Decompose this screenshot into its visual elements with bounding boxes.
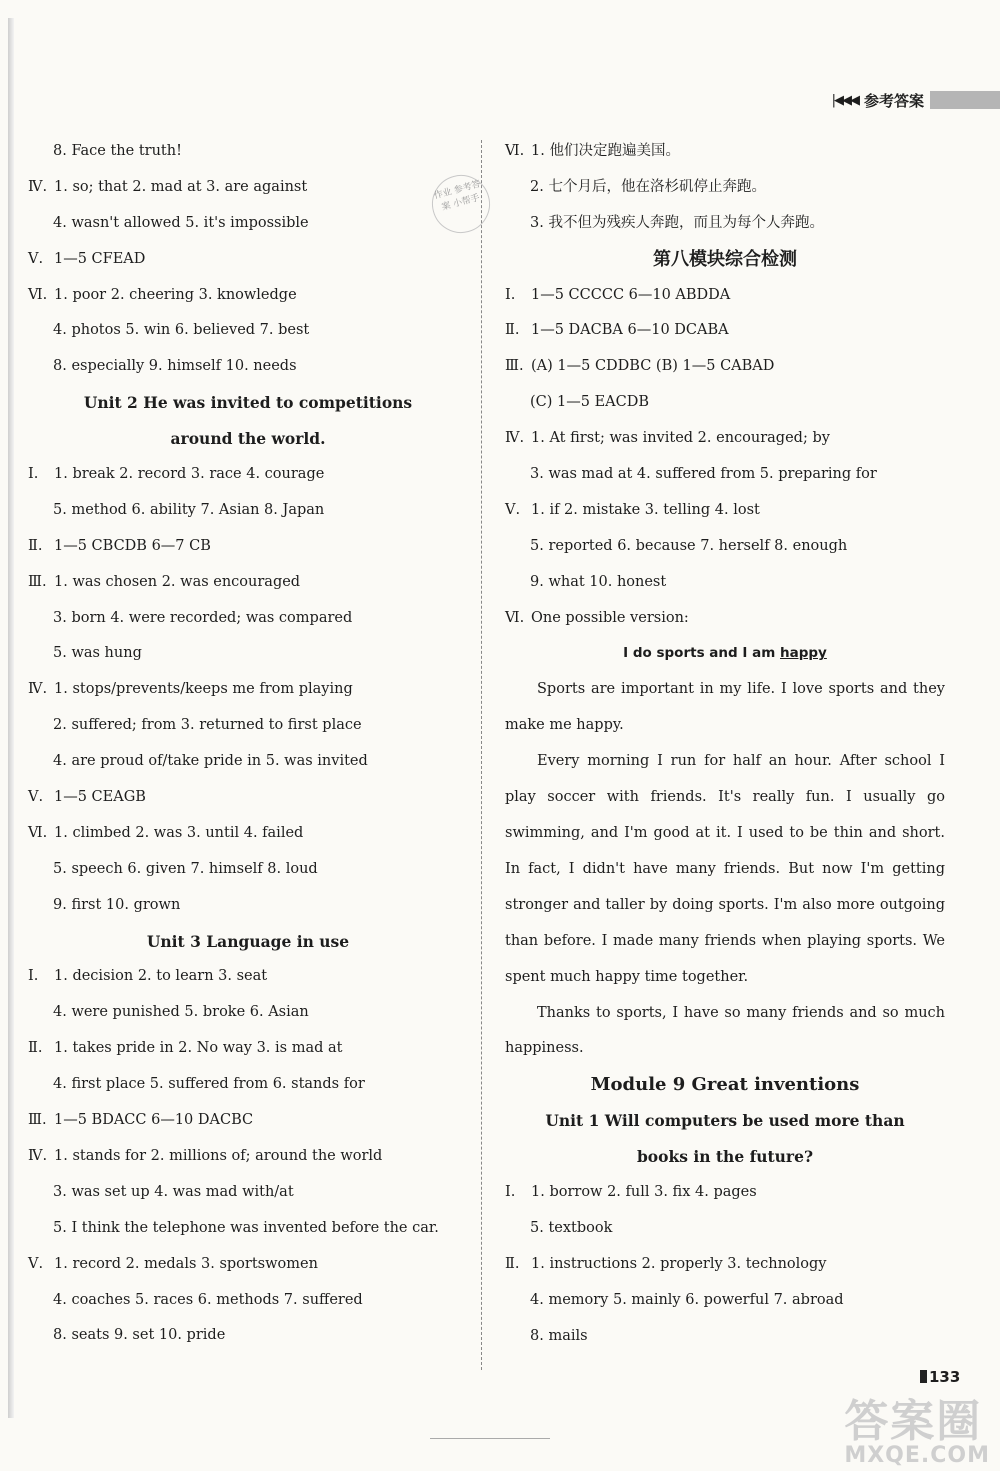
answer-text: 1. decision 2. to learn 3. seat	[54, 968, 268, 985]
answer-text: 4. photos 5. win 6. believed 7. best	[53, 322, 310, 339]
answer-text: 8. mails	[530, 1327, 588, 1344]
answer-text: 8. Face the truth!	[53, 143, 182, 159]
section-number: Ⅰ.	[505, 286, 516, 303]
answer-text: 1—5 CEAGB	[54, 789, 146, 806]
section-number: Ⅵ.	[505, 609, 525, 626]
answer-line	[505, 134, 945, 170]
answer-line	[28, 313, 468, 349]
answer-text: 1. climbed 2. was 3. until 4. failed	[54, 824, 304, 841]
answer-text: 3. was mad at 4. suffered from 5. preparing for	[530, 466, 877, 483]
header-bar	[930, 91, 1000, 109]
answer-line	[505, 565, 945, 601]
answer-text: 1. stands for 2. millions of; around the world	[54, 1147, 383, 1164]
answer-line	[28, 1067, 468, 1103]
section-number: Ⅵ.	[28, 286, 48, 303]
answer-line	[28, 349, 468, 385]
answer-line	[28, 170, 468, 206]
answer-text: 1—5 CBCDB 6—7 CB	[54, 537, 211, 554]
answer-line	[28, 672, 468, 708]
answer-line	[505, 206, 945, 242]
page-number-text: 133	[929, 1368, 961, 1386]
section-number: Ⅰ.	[505, 1184, 516, 1200]
answer-line	[28, 1031, 468, 1067]
answer-line	[505, 313, 945, 349]
answer-text: 3. 我不但为残疾人奔跑，而且为每个人奔跑。	[530, 214, 824, 231]
answer-text: 4. were punished 5. broke 6. Asian	[53, 1004, 309, 1021]
answer-line	[505, 1247, 945, 1283]
answer-line	[28, 493, 468, 529]
section-number: Ⅴ.	[28, 250, 44, 267]
essay-paragraph	[505, 744, 945, 995]
section-number: Ⅵ.	[28, 824, 48, 841]
answer-line	[28, 1283, 468, 1319]
answer-line	[28, 744, 468, 780]
essay-paragraph-text: Every morning I run for half an hour. After school I play soccer with friends. It's really fun. I usually go swimming, and I'm good at it. I used to be thin and short. In fact, I didn't have many friends. But now I'm getting stronger and taller by doing sports. I'm also more outgoing than before. I made many friends when playing sports. We spent much happy time together.	[505, 753, 945, 985]
answer-text: 1. so; that 2. mad at 3. are against	[54, 178, 308, 195]
answer-line	[505, 1319, 945, 1355]
answer-text: 1. break 2. record 3. race 4. courage	[54, 466, 325, 483]
answer-text: 1. stops/prevents/keeps me from playing	[54, 681, 353, 698]
answer-line	[505, 1283, 945, 1319]
answer-line	[28, 529, 468, 565]
answer-line	[28, 1103, 468, 1139]
answer-text: 5. method 6. ability 7. Asian 8. Japan	[53, 501, 325, 518]
header-title: 参考答案	[863, 91, 924, 110]
answer-text: 1. 他们决定跑遍美国。	[531, 143, 680, 159]
answer-text: 1. record 2. medals 3. sportswomen	[54, 1255, 318, 1272]
essay-title-main: I do sports and I am	[623, 645, 780, 662]
answer-text: 4. coaches 5. races 6. methods 7. suffered	[53, 1291, 363, 1308]
answer-text: 1—5 BDACC 6—10 DACBC	[54, 1112, 254, 1129]
section-number: Ⅳ.	[28, 178, 48, 195]
answer-text: 1. takes pride in 2. No way 3. is mad at	[54, 1040, 343, 1057]
answer-text: 3. born 4. were recorded; was compared	[53, 609, 353, 626]
answer-line	[505, 278, 945, 314]
essay-paragraph-text: Sports are important in my life. I love sports and they make me happy.	[505, 681, 945, 734]
answer-text: 2. suffered; from 3. returned to first place	[53, 717, 362, 734]
answer-line	[505, 1211, 945, 1247]
essay-paragraph	[505, 996, 945, 1068]
answer-text: 4. first place 5. suffered from 6. stands for	[53, 1076, 365, 1093]
section-heading: Unit 1 Will computers be used more than	[545, 1111, 905, 1131]
answer-text: 1. instructions 2. properly 3. technology	[531, 1255, 827, 1272]
answer-text: 1. At first; was invited 2. encouraged; by	[531, 430, 830, 447]
answer-text: 8. seats 9. set 10. pride	[53, 1327, 226, 1344]
answer-text: 4. are proud of/take pride in 5. was invited	[53, 753, 368, 770]
section-number: Ⅱ.	[505, 1255, 520, 1272]
page-binding-edge	[8, 18, 14, 1418]
answer-line	[28, 1247, 468, 1283]
answer-line	[28, 1139, 468, 1175]
answer-text: 2. 七个月后，他在洛杉矶停止奔跑。	[530, 178, 766, 195]
answer-text: (C) 1—5 EACDB	[530, 394, 650, 411]
answer-line	[505, 349, 945, 385]
right-column-top	[505, 134, 945, 636]
section-number: Ⅲ.	[28, 573, 47, 590]
section-number: Ⅳ.	[505, 430, 525, 447]
section-heading: Unit 3 Language in use	[146, 931, 350, 951]
section-number: Ⅰ.	[28, 466, 39, 483]
watermark-logo	[844, 1385, 990, 1468]
answer-line	[28, 457, 468, 493]
essay-paragraph-text: Thanks to sports, I have so many friends and so much happiness.	[505, 1004, 945, 1057]
answer-line	[28, 1175, 468, 1211]
section-number: Ⅳ.	[28, 681, 48, 698]
answer-line	[28, 1211, 468, 1247]
answer-line	[505, 529, 945, 565]
answer-line	[28, 708, 468, 744]
answer-text: 1. borrow 2. full 3. fix 4. pages	[531, 1184, 757, 1200]
answer-text: 9. what 10. honest	[530, 573, 667, 590]
section-number: Ⅱ.	[28, 537, 43, 554]
answer-text: 1. was chosen 2. was encouraged	[54, 573, 301, 590]
section-number: Ⅵ.	[505, 143, 525, 159]
section-number: Ⅱ.	[505, 322, 520, 339]
answer-text: (A) 1—5 CDDBC (B) 1—5 CABAD	[531, 358, 775, 375]
answer-line	[505, 421, 945, 457]
answer-text: One possible version:	[531, 609, 689, 626]
stamp-logo: 作业 参考答案 小帮手	[425, 168, 496, 239]
section-heading: books in the future?	[636, 1147, 814, 1167]
section-heading: 第八模块综合检测	[653, 248, 797, 270]
answer-text: 3. was set up 4. was mad with/at	[53, 1183, 294, 1200]
section-number: Ⅲ.	[505, 358, 524, 375]
essay-title-underlined: happy	[780, 645, 827, 662]
answer-line	[28, 278, 468, 314]
left-column	[28, 134, 468, 1354]
column-divider	[481, 140, 482, 1370]
answer-text: 1—5 DACBA 6—10 DCABA	[531, 322, 729, 339]
page-number	[920, 1368, 960, 1386]
right-column-bottom	[505, 1067, 945, 1354]
answer-line	[28, 601, 468, 637]
right-column	[505, 134, 945, 1354]
answer-line	[28, 636, 468, 672]
section-number: Ⅴ.	[505, 501, 521, 518]
watermark-line2: MXQE.COM	[844, 1443, 990, 1468]
section-number: Ⅳ.	[28, 1147, 48, 1164]
answer-line	[505, 493, 945, 529]
answer-text: 1—5 CCCCC 6—10 ABDDA	[531, 286, 731, 303]
section-number: Ⅰ.	[28, 968, 39, 985]
answer-text: 4. wasn't allowed 5. it's impossible	[53, 214, 309, 231]
section-heading: Module 9 Great inventions	[590, 1074, 860, 1096]
section-heading: around the world.	[170, 429, 326, 449]
answer-text: 5. textbook	[530, 1219, 613, 1236]
footer-rule	[430, 1438, 550, 1439]
page-header	[832, 88, 1000, 112]
answer-line	[28, 852, 468, 888]
answer-line	[28, 780, 468, 816]
section-number: Ⅴ.	[28, 1255, 44, 1272]
answer-line	[28, 1318, 468, 1354]
answer-line	[28, 134, 468, 170]
answer-text: 1—5 CFEAD	[54, 250, 146, 267]
section-heading: Unit 2 He was invited to competitions	[83, 393, 413, 413]
answer-text: 5. I think the telephone was invented before the car.	[53, 1219, 439, 1236]
arrow-icon: |◀◀◀	[831, 92, 858, 108]
section-number: Ⅲ.	[28, 1112, 47, 1129]
answer-text: 8. especially 9. himself 10. needs	[53, 358, 297, 375]
answer-text: 5. was hung	[53, 645, 142, 662]
answer-text: 5. speech 6. given 7. himself 8. loud	[53, 860, 318, 877]
answer-line	[505, 457, 945, 493]
answer-line	[28, 206, 468, 242]
answer-line	[28, 816, 468, 852]
answer-line	[28, 565, 468, 601]
answer-text: 4. memory 5. mainly 6. powerful 7. abroad	[530, 1291, 844, 1308]
section-number: Ⅱ.	[28, 1040, 43, 1057]
answer-line	[505, 1175, 945, 1211]
answer-line	[505, 601, 945, 637]
answer-line	[28, 995, 468, 1031]
answer-line	[505, 385, 945, 421]
answer-text: 1. poor 2. cheering 3. knowledge	[54, 286, 297, 303]
essay-title	[505, 636, 945, 672]
answer-text: 9. first 10. grown	[53, 896, 181, 913]
answer-text: 1. if 2. mistake 3. telling 4. lost	[531, 501, 760, 518]
answer-text: 5. reported 6. because 7. herself 8. enough	[530, 537, 848, 554]
answer-line	[28, 959, 468, 995]
essay-paragraph	[505, 672, 945, 744]
section-number: Ⅴ.	[28, 789, 44, 806]
watermark-line1: 答案圈	[844, 1396, 983, 1447]
answer-line	[505, 170, 945, 206]
answer-line	[28, 888, 468, 924]
answer-line	[28, 242, 468, 278]
